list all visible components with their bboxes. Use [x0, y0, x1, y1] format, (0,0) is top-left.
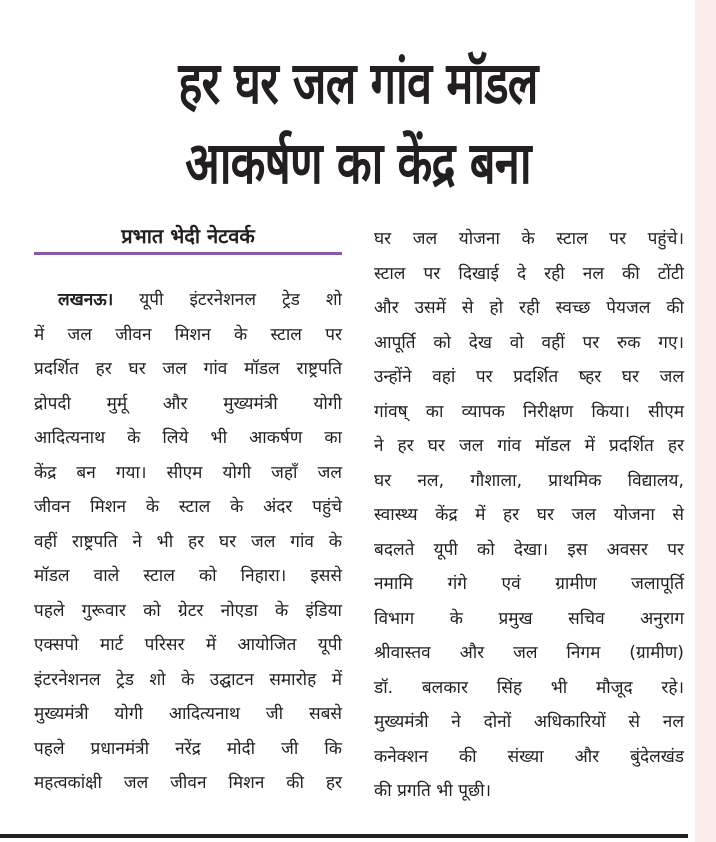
article-line: पहले गुरूवार को ग्रेटर नोएडा के इंडिया: [34, 600, 342, 621]
article-line: घर जल योजना के स्टाल पर पहुंचे।: [374, 229, 684, 249]
byline: प्रभात भेदी नेटवर्क: [121, 224, 255, 248]
article-line: नमामि गंगे एवं ग्रामीण जलापूर्ति: [374, 574, 684, 594]
article-line: मॉडल वाले स्टाल को निहारा। इससे: [34, 566, 342, 586]
article-line: बदलते यूपी को देखा। इस अवसर पर: [374, 539, 684, 560]
headline-line-2: आकर्षण का केंद्र बना: [185, 129, 531, 198]
bottom-divider: [0, 834, 688, 838]
article-line: श्रीवास्तव और जल निगम (ग्रामीण): [374, 643, 684, 663]
article-line: जीवन मिशन के स्टाल के अंदर पहुंचे: [34, 497, 342, 517]
article-line: स्टाल पर दिखाई दे रही नल की टोंटी: [374, 263, 684, 284]
article-line: पहले प्रधानमंत्री नरेंद्र मोदी जी कि: [34, 738, 342, 759]
article-line: द्रोपदी मुर्मू और मुख्यमंत्री योगी: [34, 393, 342, 414]
article-line: मुख्यमंत्री ने दोनों अधिकारियों से नल: [374, 712, 684, 732]
article-line: प्रदर्शित हर घर जल गांव मॉडल राष्ट्रपति: [34, 359, 342, 379]
article-line: घर नल, गौशाला, प्राथमिक विद्यालय,: [374, 470, 684, 491]
article-line: उन्होंने वहां पर प्रदर्शित ष्हर घर जल: [374, 367, 684, 387]
article-line: और उसमें से हो रही स्वच्छ पेयजल की: [374, 298, 684, 318]
dateline: लखनऊ।: [58, 290, 114, 310]
article-line: की प्रगति भी पूछी।: [374, 781, 492, 801]
article-line: में जल जीवन मिशन के स्टाल पर: [34, 324, 342, 345]
headline: [0, 43, 716, 203]
article-line: ने हर घर जल गांव मॉडल में प्रदर्शित हर: [374, 436, 684, 456]
article-line: मुख्यमंत्री योगी आदित्यनाथ जी सबसे: [34, 704, 342, 724]
article-line: आदित्यनाथ के लिये भी आकर्षण का: [34, 428, 342, 448]
article-line: वहीं राष्ट्रपति ने भी हर घर जल गांव के: [34, 531, 342, 552]
article-line: गांवष् का व्यापक निरीक्षण किया। सीएम: [374, 401, 684, 422]
article-line: स्वास्थ्य केंद्र में हर घर जल योजना से: [374, 505, 684, 525]
article-line: महत्वकांक्षी जल जीवन मिशन की हर: [34, 773, 342, 793]
headline-line-1: हर घर जल गांव मॉडल: [178, 49, 538, 118]
article-column-right: [374, 222, 684, 809]
article-line: एक्सपो मार्ट परिसर में आयोजित यूपी: [34, 635, 342, 655]
article-line: इंटरनेशनल ट्रेड शो के उद्घाटन समारोह में: [34, 669, 342, 690]
article-line: आपूर्ति को देख वो वहीं पर रुक गए।: [374, 332, 684, 353]
article-line: केंद्र बन गया। सीएम योगी जहाँ जल: [34, 462, 342, 483]
page-edge-strip: [695, 0, 716, 842]
article-line: विभाग के प्रमुख सचिव अनुराग: [374, 608, 684, 629]
byline-divider: [34, 252, 342, 255]
article-line: [34, 283, 342, 318]
article-line: कनेक्शन की संख्या और बुंदेलखंड: [374, 746, 684, 767]
article-line-text: यूपी इंटरनेशनल ट्रेड शो: [139, 290, 342, 310]
article-line: डॉ. बलकार सिंह भी मौजूद रहे।: [374, 677, 684, 698]
article-column-left: [34, 283, 342, 801]
